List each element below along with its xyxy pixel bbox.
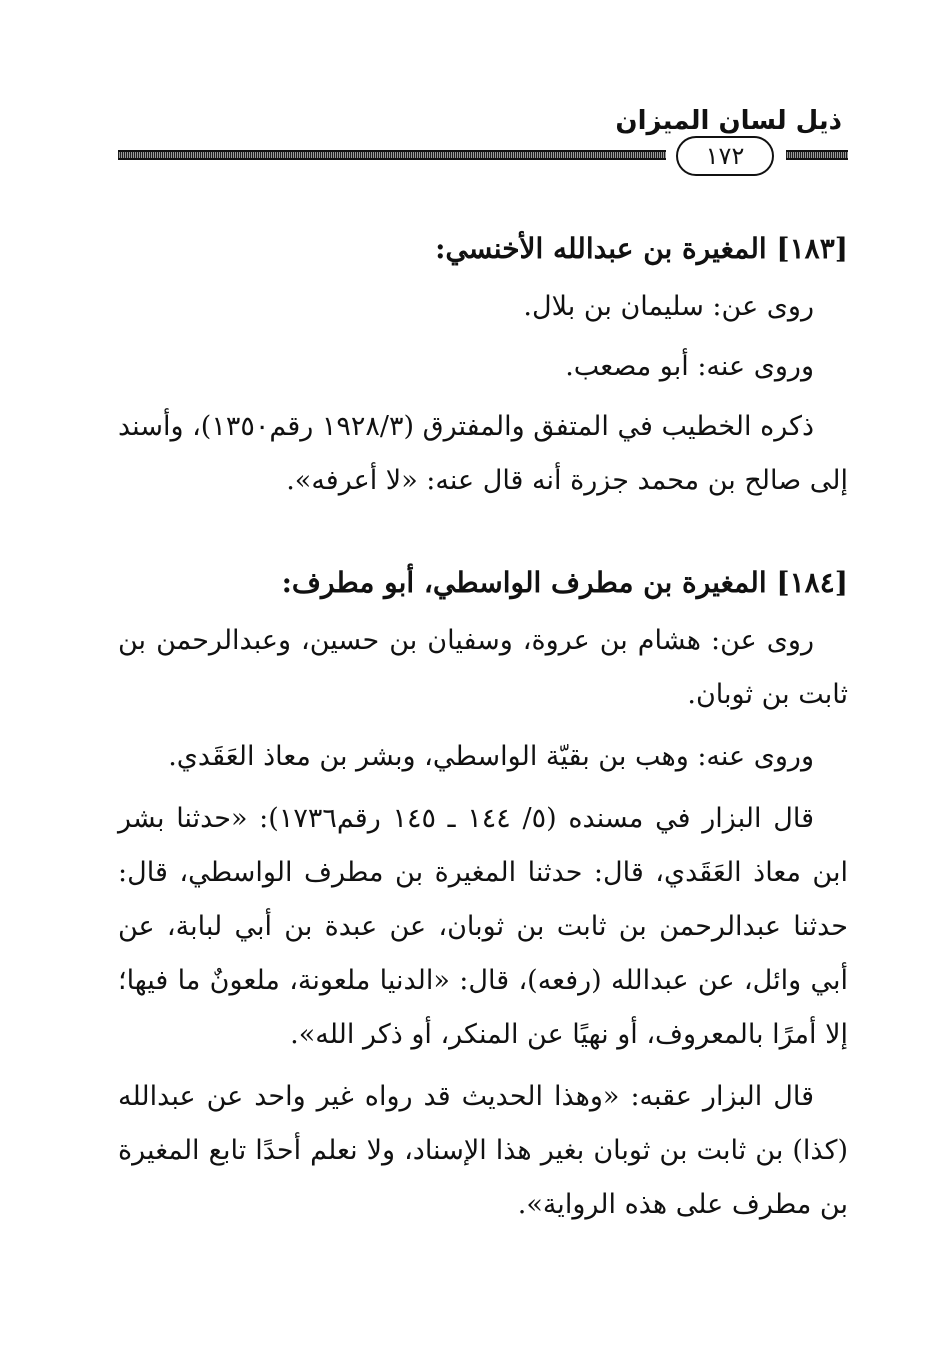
entry-narrated-from: روى عن: هشام بن عروة، وسفيان بن حسين، وعبدالرحمن بن ثابت بن ثوبان. (118, 625, 848, 710)
page-number: ١٧٢ (676, 136, 774, 176)
entry-narrated-by: وروى عنه: وهب بن بقيّة الواسطي، وبشر بن معاذ العَقَدي. (168, 741, 814, 772)
entry-183 (118, 222, 848, 508)
entry-heading: [١٨٤] المغيرة بن مطرف الواسطي، أبو مطرف: (281, 566, 848, 599)
entry-narrated-by: وروى عنه: أبو مصعب. (565, 351, 814, 382)
header-rule-short (786, 150, 848, 160)
entry-narrated-from: روى عن: سليمان بن بلال. (523, 291, 814, 322)
running-title: ذيل لسان الميزان (615, 106, 842, 136)
entry-paragraph: قال البزار في مسنده (٥/ ١٤٤ ـ ١٤٥ رقم١٧٣٦): «حدثنا بشر ابن معاذ العَقَدي، قال: حدثنا المغيرة بن مطرف الواسطي، قال: حدثنا عبدالرحمن بن ثابت بن ثوبان، عن عبدة بن أبي لبابة، عن أبي وائل، عن عبدالله (رفعه)، قال: «الدنيا ملعونة، ملعونٌ ما فيها؛ إلا أمرًا بالمعروف، أو نهيًا عن المنكر، أو ذكر الله». (118, 803, 848, 1050)
entry-184 (118, 556, 848, 1232)
page-content (118, 222, 848, 1240)
entry-paragraph: قال البزار عقبه: «وهذا الحديث قد رواه غير واحد عن عبدالله (كذا) بن ثابت بن ثوبان بغير هذا الإسناد، ولا نعلم أحدًا تابع المغيرة بن مطرف على هذه الرواية». (118, 1081, 848, 1220)
entry-paragraph: ذكره الخطيب في المتفق والمفترق (١٩٢٨/٣ رقم١٣٥٠)، وأسند إلى صالح بن محمد جزرة أنه قال عنه: «لا أعرفه». (118, 411, 848, 496)
entry-separator (118, 516, 848, 556)
header-rule (118, 150, 666, 160)
entry-heading: [١٨٣] المغيرة بن عبدالله الأخنسي: (435, 232, 848, 265)
